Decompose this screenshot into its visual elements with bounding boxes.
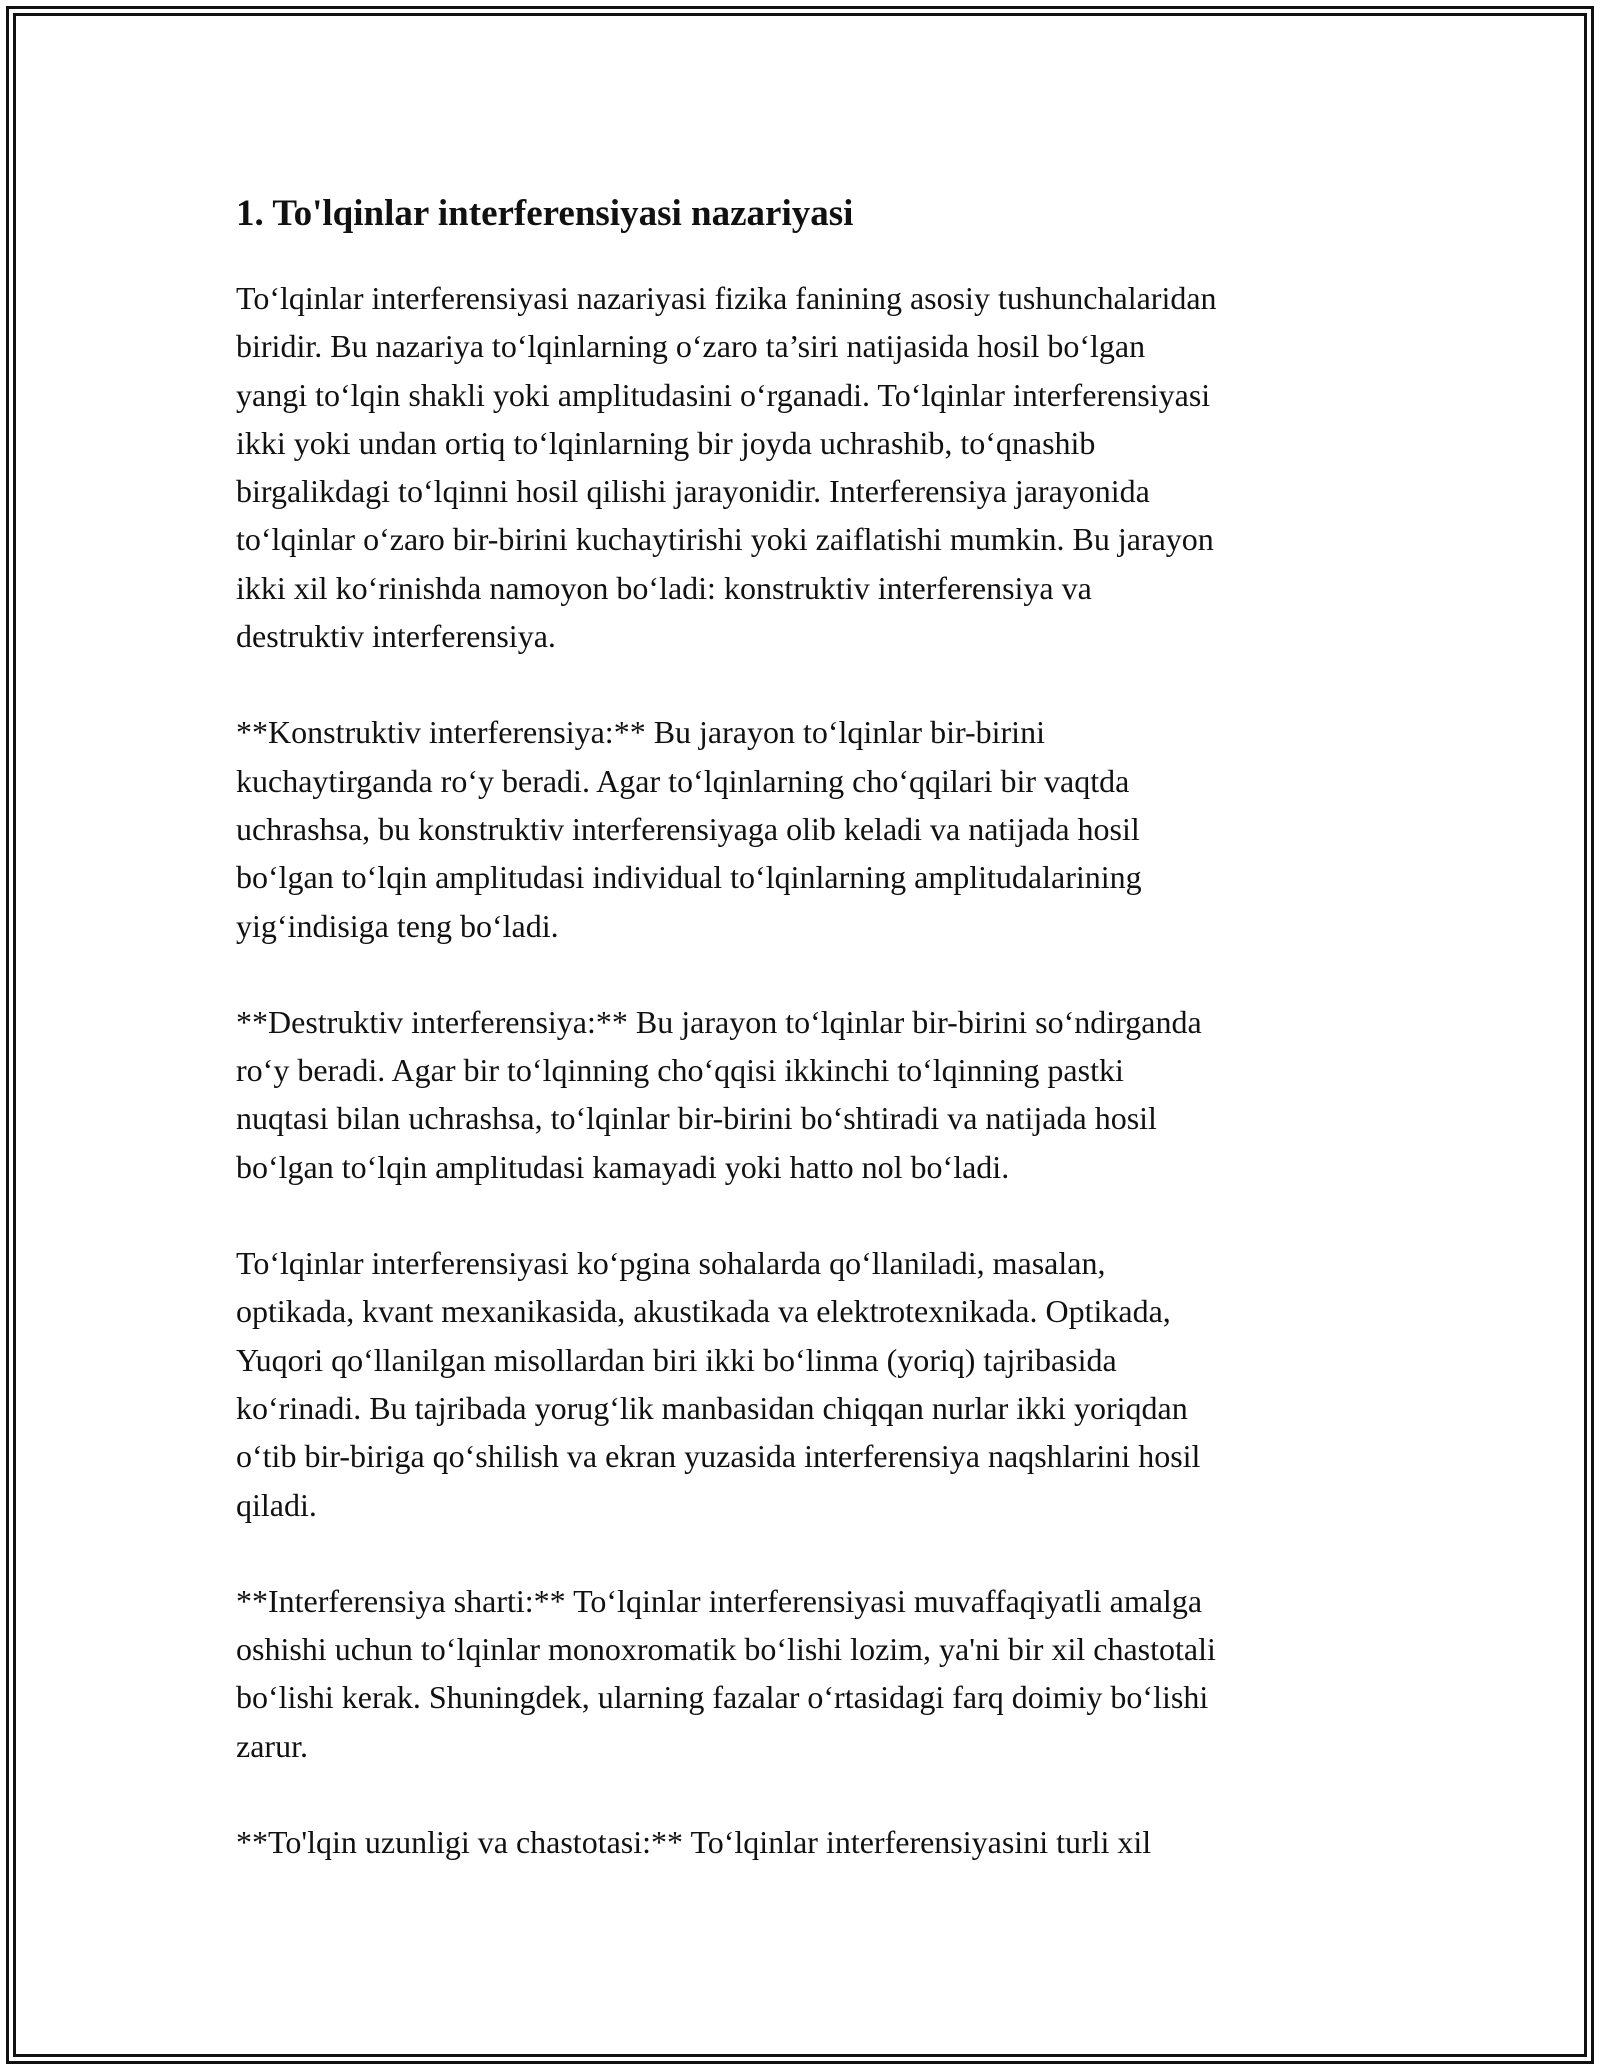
paragraph-condition: **Interferensiya sharti:** To‘lqinlar interferensiyasi muvaffaqiyatli amalga oshishi uchun to‘lqinlar monoxromatik bo‘lishi lozim, ya'ni bir xil chastotali bo‘lishi kerak. Shuningdek, ularning fazalar o‘rtasidagi farq doimiy bo‘lishi zarur. (236, 1582, 1216, 1764)
section-heading: 1. To'lqinlar interferensiyasi nazariyasi (236, 193, 854, 234)
paragraph-constructive: **Konstruktiv interferensiya:** Bu jarayon to‘lqinlar bir-birini kuchaytirganda ro‘y beradi. Agar to‘lqinlarning cho‘qqilari bir vaqtda uchrashsa, bu konstruktiv interferensiyaga olib keladi va natijada hosil bo‘lgan to‘lqin amplitudasi individual to‘lqinlarning amplitudalarining yig‘indisiga teng bo‘ladi. (236, 714, 1142, 944)
document-body (236, 186, 1366, 1914)
paragraph-wavelength: **To'lqin uzunligi va chastotasi:** To‘lqinlar interferensiyasini turli xil (236, 1824, 1152, 1861)
paragraph-applications: To‘lqinlar interferensiyasi ko‘pgina sohalarda qo‘llaniladi, masalan, optikada, kvant mexanikasida, akustikada va elektrotexnikada. Optikada, Yuqori qo‘llanilgan misollardan biri ikki bo‘linma (yoriq) tajribasida ko‘rinadi. Bu tajribada yorug‘lik manbasidan chiqqan nurlar ikki yoriqdan o‘tib bir-biriga qo‘shilish va ekran yuzasida interferensiya naqshlarini hosil qiladi. (236, 1245, 1201, 1523)
paragraph-destructive: **Destruktiv interferensiya:** Bu jarayon to‘lqinlar bir-birini so‘ndirganda ro‘y beradi. Agar bir to‘lqinning cho‘qqisi ikkinchi to‘lqinning pastki nuqtasi bilan uchrashsa, to‘lqinlar bir-birini bo‘shtiradi va natijada hosil bo‘lgan to‘lqin amplitudasi kamayadi yoki hatto nol bo‘ladi. (236, 1003, 1202, 1185)
paragraph-intro: To‘lqinlar interferensiyasi nazariyasi fizika fanining asosiy tushunchalaridan biridir. Bu nazariya to‘lqinlarning o‘zaro ta’siri natijasida hosil bo‘lgan yangi to‘lqin shakli yoki amplitudasini o‘rganadi. To‘lqinlar interferensiyasi ikki yoki undan ortiq to‘lqinlarning bir joyda uchrashib, to‘qnashib birgalikdagi to‘lqinni hosil qilishi jarayonidir. Interferensiya jarayonida to‘lqinlar o‘zaro bir-birini kuchaytirishi yoki zaiflatishi mumkin. Bu jarayon ikki xil ko‘rinishda namoyon bo‘ladi: konstruktiv interferensiya va destruktiv interferensiya. (236, 280, 1217, 655)
